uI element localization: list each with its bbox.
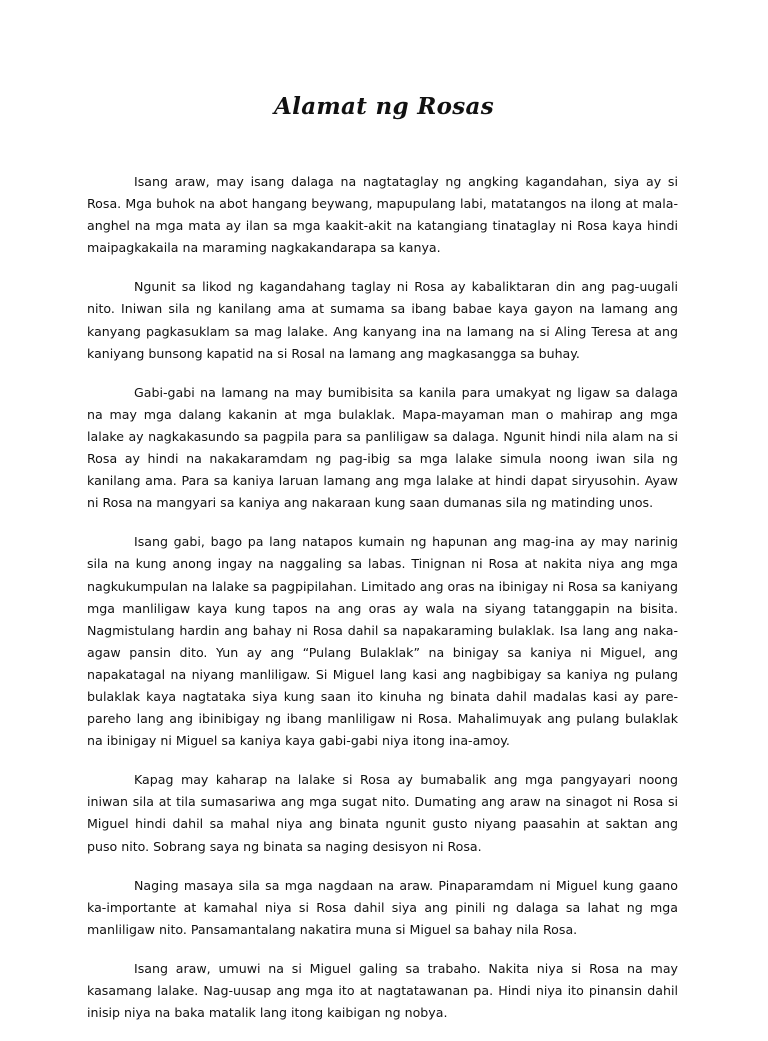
- paragraph: Ngunit sa likod ng kagandahang taglay ni Rosa ay kabaliktaran din ang pag-uugali nito. Iniwan sila ng kanilang ama at sumama sa ibang babae kaya gayon na lamang ang kanyang pagkasuklam sa mag lalake. Ang kanyang ina na lamang na si Aling Teresa at ang kaniyang bunsong kapatid na si Rosal na lamang ang magkasangga sa buhay.: [87, 279, 678, 361]
- paragraph: Naging masaya sila sa mga nagdaan na araw. Pinaparamdam ni Miguel kung gaano ka-importante at kamahal niya si Rosa dahil siya ang pinili ng dalaga sa lahat ng mga manliligaw nito. Pansamantalang nakatira muna si Miguel sa bahay nila Rosa.: [87, 877, 678, 937]
- paragraph: Gabi-gabi na lamang na may bumibisita sa kanila para umakyat ng ligaw sa dalaga na may mga dalang kakanin at mga bulaklak. Mapa-mayaman man o mahirap ang mga lalake ay nagkakasundo sa pagpila para sa panliligaw sa dalaga. Ngunit hindi nila alam na si Rosa ay hindi na nakakaramdam ng pag-ibig sa mga lalake simula noong iwan sila ng kanilang ama. Para sa kaniya laruan lamang ang mga lalake at hindi dapat siryusohin. Ayaw ni Rosa na mangyari sa kaniya ang nakaraan kung saan dumanas sila ng matinding unos.: [87, 384, 678, 511]
- paragraph: Kapag may kaharap na lalake si Rosa ay bumabalik ang mga pangyayari noong iniwan sila at tila sumasariwa ang mga sugat nito. Dumating ang araw na sinagot ni Rosa si Miguel hindi dahil sa mahal niya ang binata ngunit gusto niyang paasahin at saktan ang puso nito. Sobrang saya ng binata sa naging desisyon ni Rosa.: [87, 772, 678, 854]
- paragraph: Isang gabi, bago pa lang natapos kumain ng hapunan ang mag-ina ay may narinig sila na kung anong ingay na naggaling sa labas. Tinignan ni Rosa at nakita niya ang mga nagkukumpulan na lalake sa pagpipilahan. Limitado ang oras na ibinigay ni Rosa sa kaniyang mga manliligaw kaya kung tapos na ang oras ay wala na siyang tatanggapin na bisita. Nagmistulang hardin ang bahay ni Rosa dahil sa napakaraming bulaklak. Isa lang ang naka-agaw pansin dito. Yun ay ang “Pulang Bulaklak” na binigay sa kaniya ni Miguel, ang napakatagal na niyang manliligaw. Si Miguel lang kasi ang nagbibigay sa kaniya ng pulang bulaklak kaya nagtataka siya kung saan ito kinuha ng binata dahil madalas kasi ay pare-pareho lang ang ibinibigay ng ibang manliligaw ni Rosa. Mahalimuyak ang pulang bulaklak na ibinigay ni Miguel sa kaniya kaya gabi-gabi niya itong ina-amoy.: [87, 534, 678, 749]
- paragraph: Isang araw, umuwi na si Miguel galing sa trabaho. Nakita niya si Rosa na may kasamang lalake. Nag-uusap ang mga ito at nagtatawanan pa. Hindi niya ito pinansin dahil inisip niya na baka matalik lang itong kaibigan ng nobya.: [87, 960, 678, 1021]
- document-body: [87, 171, 678, 1041]
- paragraph: Isang araw, may isang dalaga na nagtataglay ng angking kagandahan, siya ay si Rosa. Mga buhok na abot hangang beywang, mapupulang labi, matatangos na ilong at mala-anghel na mga mata ay ilan sa mga kaakit-akit na katangiang tinataglay ni Rosa kaya hindi maipagkakaila na maraming nagkakandarapa sa kanya.: [87, 174, 678, 256]
- document-title: Alamat ng Rosas: [274, 93, 494, 120]
